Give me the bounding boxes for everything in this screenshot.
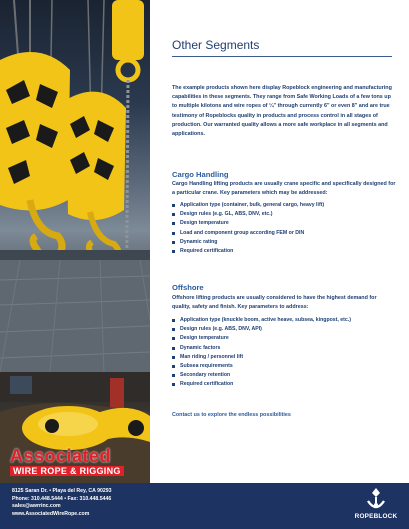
cargo-handling-list bbox=[172, 201, 396, 256]
list-item: Dynamic factors bbox=[172, 344, 396, 353]
phone-fax-line: Phone: 310.448.5444 • Fax: 310.448.5446 bbox=[12, 495, 112, 502]
list-item: Required certification bbox=[172, 380, 396, 389]
list-item: Secondary retention bbox=[172, 371, 396, 380]
offshore-text: Offshore lifting products are usually considered to have the highest demand for quality, safety and finish. Key parameters to address: bbox=[172, 295, 377, 311]
list-item: Man riding / personnel lift bbox=[172, 353, 396, 362]
ropeblock-wordmark: ROPEBLOCK bbox=[354, 513, 398, 520]
ropeblock-logo bbox=[354, 487, 398, 525]
email-link[interactable]: sales@awrrinc.com bbox=[12, 503, 61, 510]
list-item: Subsea requirements bbox=[172, 362, 396, 371]
website-link[interactable]: www.AssociatedWireRope.com bbox=[12, 510, 90, 517]
logo-sub-text: WIRE ROPE & RIGGING bbox=[10, 466, 124, 476]
page-title: Other Segments bbox=[172, 38, 260, 52]
contact-cta-text: Contact us to explore the endless possibilities bbox=[172, 412, 291, 418]
cargo-handling-heading: Cargo Handling bbox=[172, 170, 229, 179]
list-item: Design temperature bbox=[172, 334, 396, 343]
associated-wire-rope-logo bbox=[4, 446, 146, 478]
title-divider bbox=[172, 56, 392, 57]
list-item: Load and component group according FEM or DIN bbox=[172, 229, 396, 238]
list-item: Application type (knuckle boom, active heave, subsea, kingpost, etc.) bbox=[172, 316, 396, 325]
crane-blocks-photo bbox=[0, 0, 150, 372]
contact-address-block bbox=[12, 488, 112, 518]
list-item: Design rules (e.g. ABS, DNV, API) bbox=[172, 325, 396, 334]
offshore-list bbox=[172, 316, 396, 390]
content-column bbox=[172, 0, 400, 483]
list-item: Design rules (e.g. GL, ABS, DNV, etc.) bbox=[172, 210, 396, 219]
photo-column bbox=[0, 0, 150, 483]
cargo-handling-text: Cargo Handling lifting products are usually crane specific and specifically designed for a particular crane. Key parameters which may be addressed: bbox=[172, 181, 396, 197]
ropeblock-emblem-icon bbox=[365, 487, 387, 511]
logo-main-text: Associated bbox=[10, 446, 112, 466]
list-item: Design temperature bbox=[172, 219, 396, 228]
offshore-heading: Offshore bbox=[172, 283, 204, 292]
list-item: Application type (container, bulk, general cargo, heavy lift) bbox=[172, 201, 396, 210]
list-item: Required certification bbox=[172, 247, 396, 256]
list-item: Dynamic rating bbox=[172, 238, 396, 247]
address-line: 8125 Saran Dr. • Playa del Rey, CA 90293 bbox=[12, 488, 112, 494]
intro-paragraph: The example products shown here display Ropeblock engineering and manufacturing capabilities in these segments. They range from Safe Working Loads of a few tons up to multiple kilotons and wire ropes of ¼" through currently 6" or even 8" and are true testimony of Ropeblocks quality in products and process control in all stages of production. Our warranted quality allows a more safe workplace in all segments and applications. bbox=[172, 85, 392, 138]
footer-bar bbox=[0, 483, 409, 529]
